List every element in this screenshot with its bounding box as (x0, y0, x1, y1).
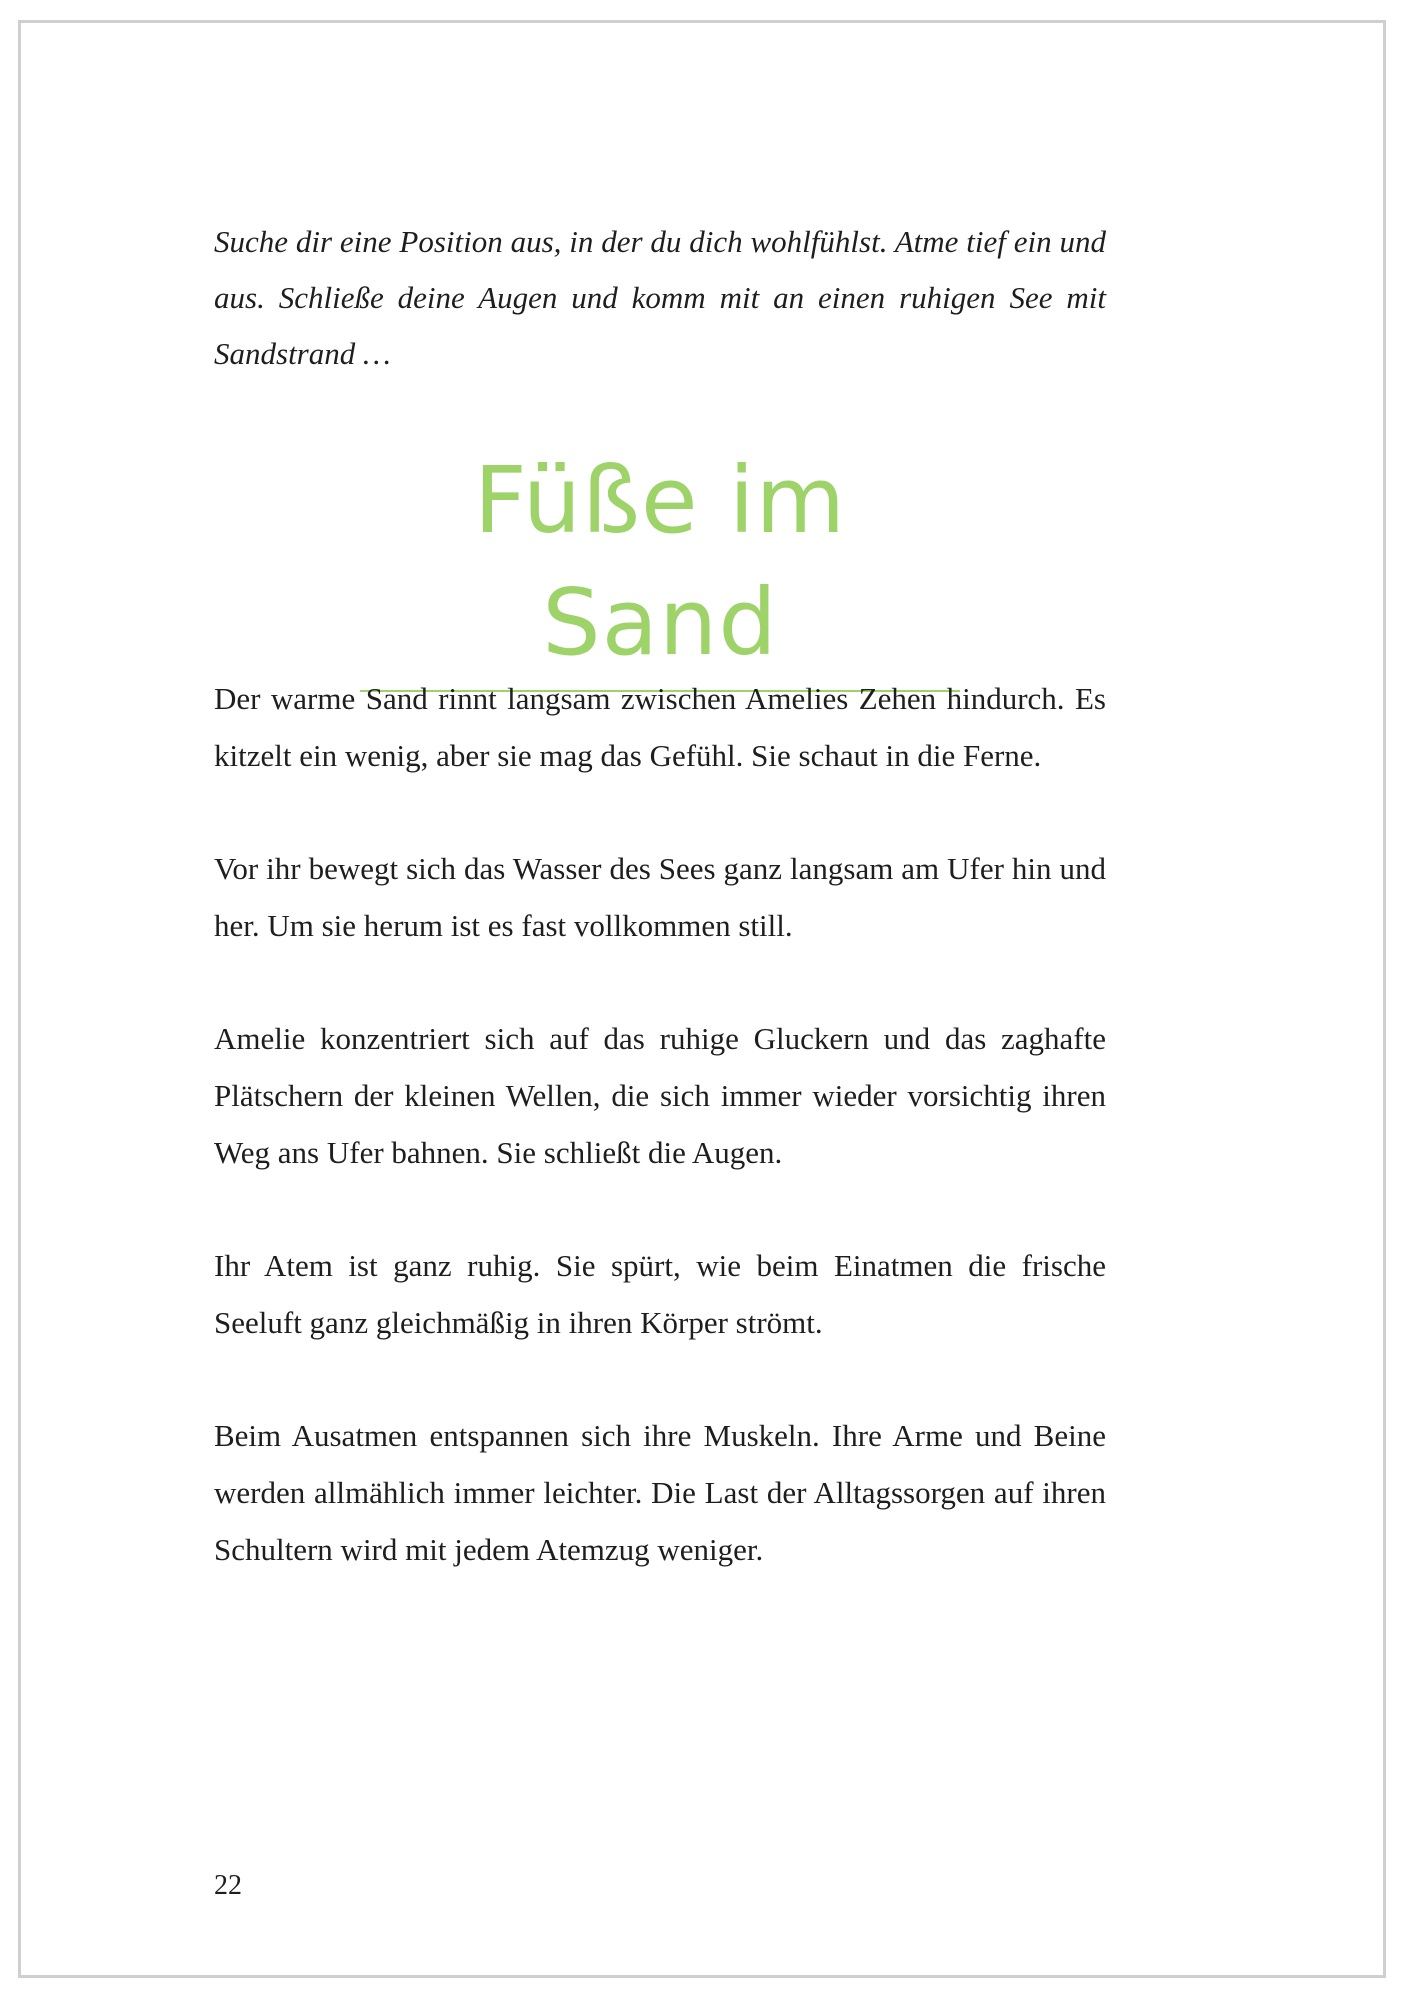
intro-text: Suche dir eine Position aus, in der du dich wohlfühlst. Atme tief ein und aus. Schließe deine Augen und komm mit an einen ruhigen See mit Sandstrand … (214, 224, 1106, 371)
page-title: Füße im Sand (473, 447, 847, 676)
story-paragraph: Der warme Sand rinnt langsam zwischen Amelies Zehen hindurch. Es kitzelt ein wenig, aber sie mag das Gefühl. Sie schaut in die Ferne. (214, 681, 1106, 773)
title-block (360, 440, 960, 692)
story-paragraph: Vor ihr bewegt sich das Wasser des Sees ganz langsam am Ufer hin und her. Um sie herum ist es fast vollkommen still. (214, 851, 1106, 943)
story-body (214, 670, 1106, 1634)
story-paragraph: Ihr Atem ist ganz ruhig. Sie spürt, wie beim Einatmen die frische Seeluft ganz gleichmäßig in ihren Körper strömt. (214, 1248, 1106, 1340)
story-paragraph: Amelie konzentriert sich auf das ruhige Gluckern und das zaghafte Plätschern der kleinen Wellen, die sich immer wieder vorsichtig ihren Weg ans Ufer bahnen. Sie schließt die Augen. (214, 1021, 1106, 1170)
page-number: 22 (214, 1870, 242, 1901)
story-paragraph: Beim Ausatmen entspannen sich ihre Muskeln. Ihre Arme und Beine werden allmählich immer leichter. Die Last der Alltagssorgen auf ihren Schultern wird mit jedem Atemzug weniger. (214, 1418, 1106, 1567)
